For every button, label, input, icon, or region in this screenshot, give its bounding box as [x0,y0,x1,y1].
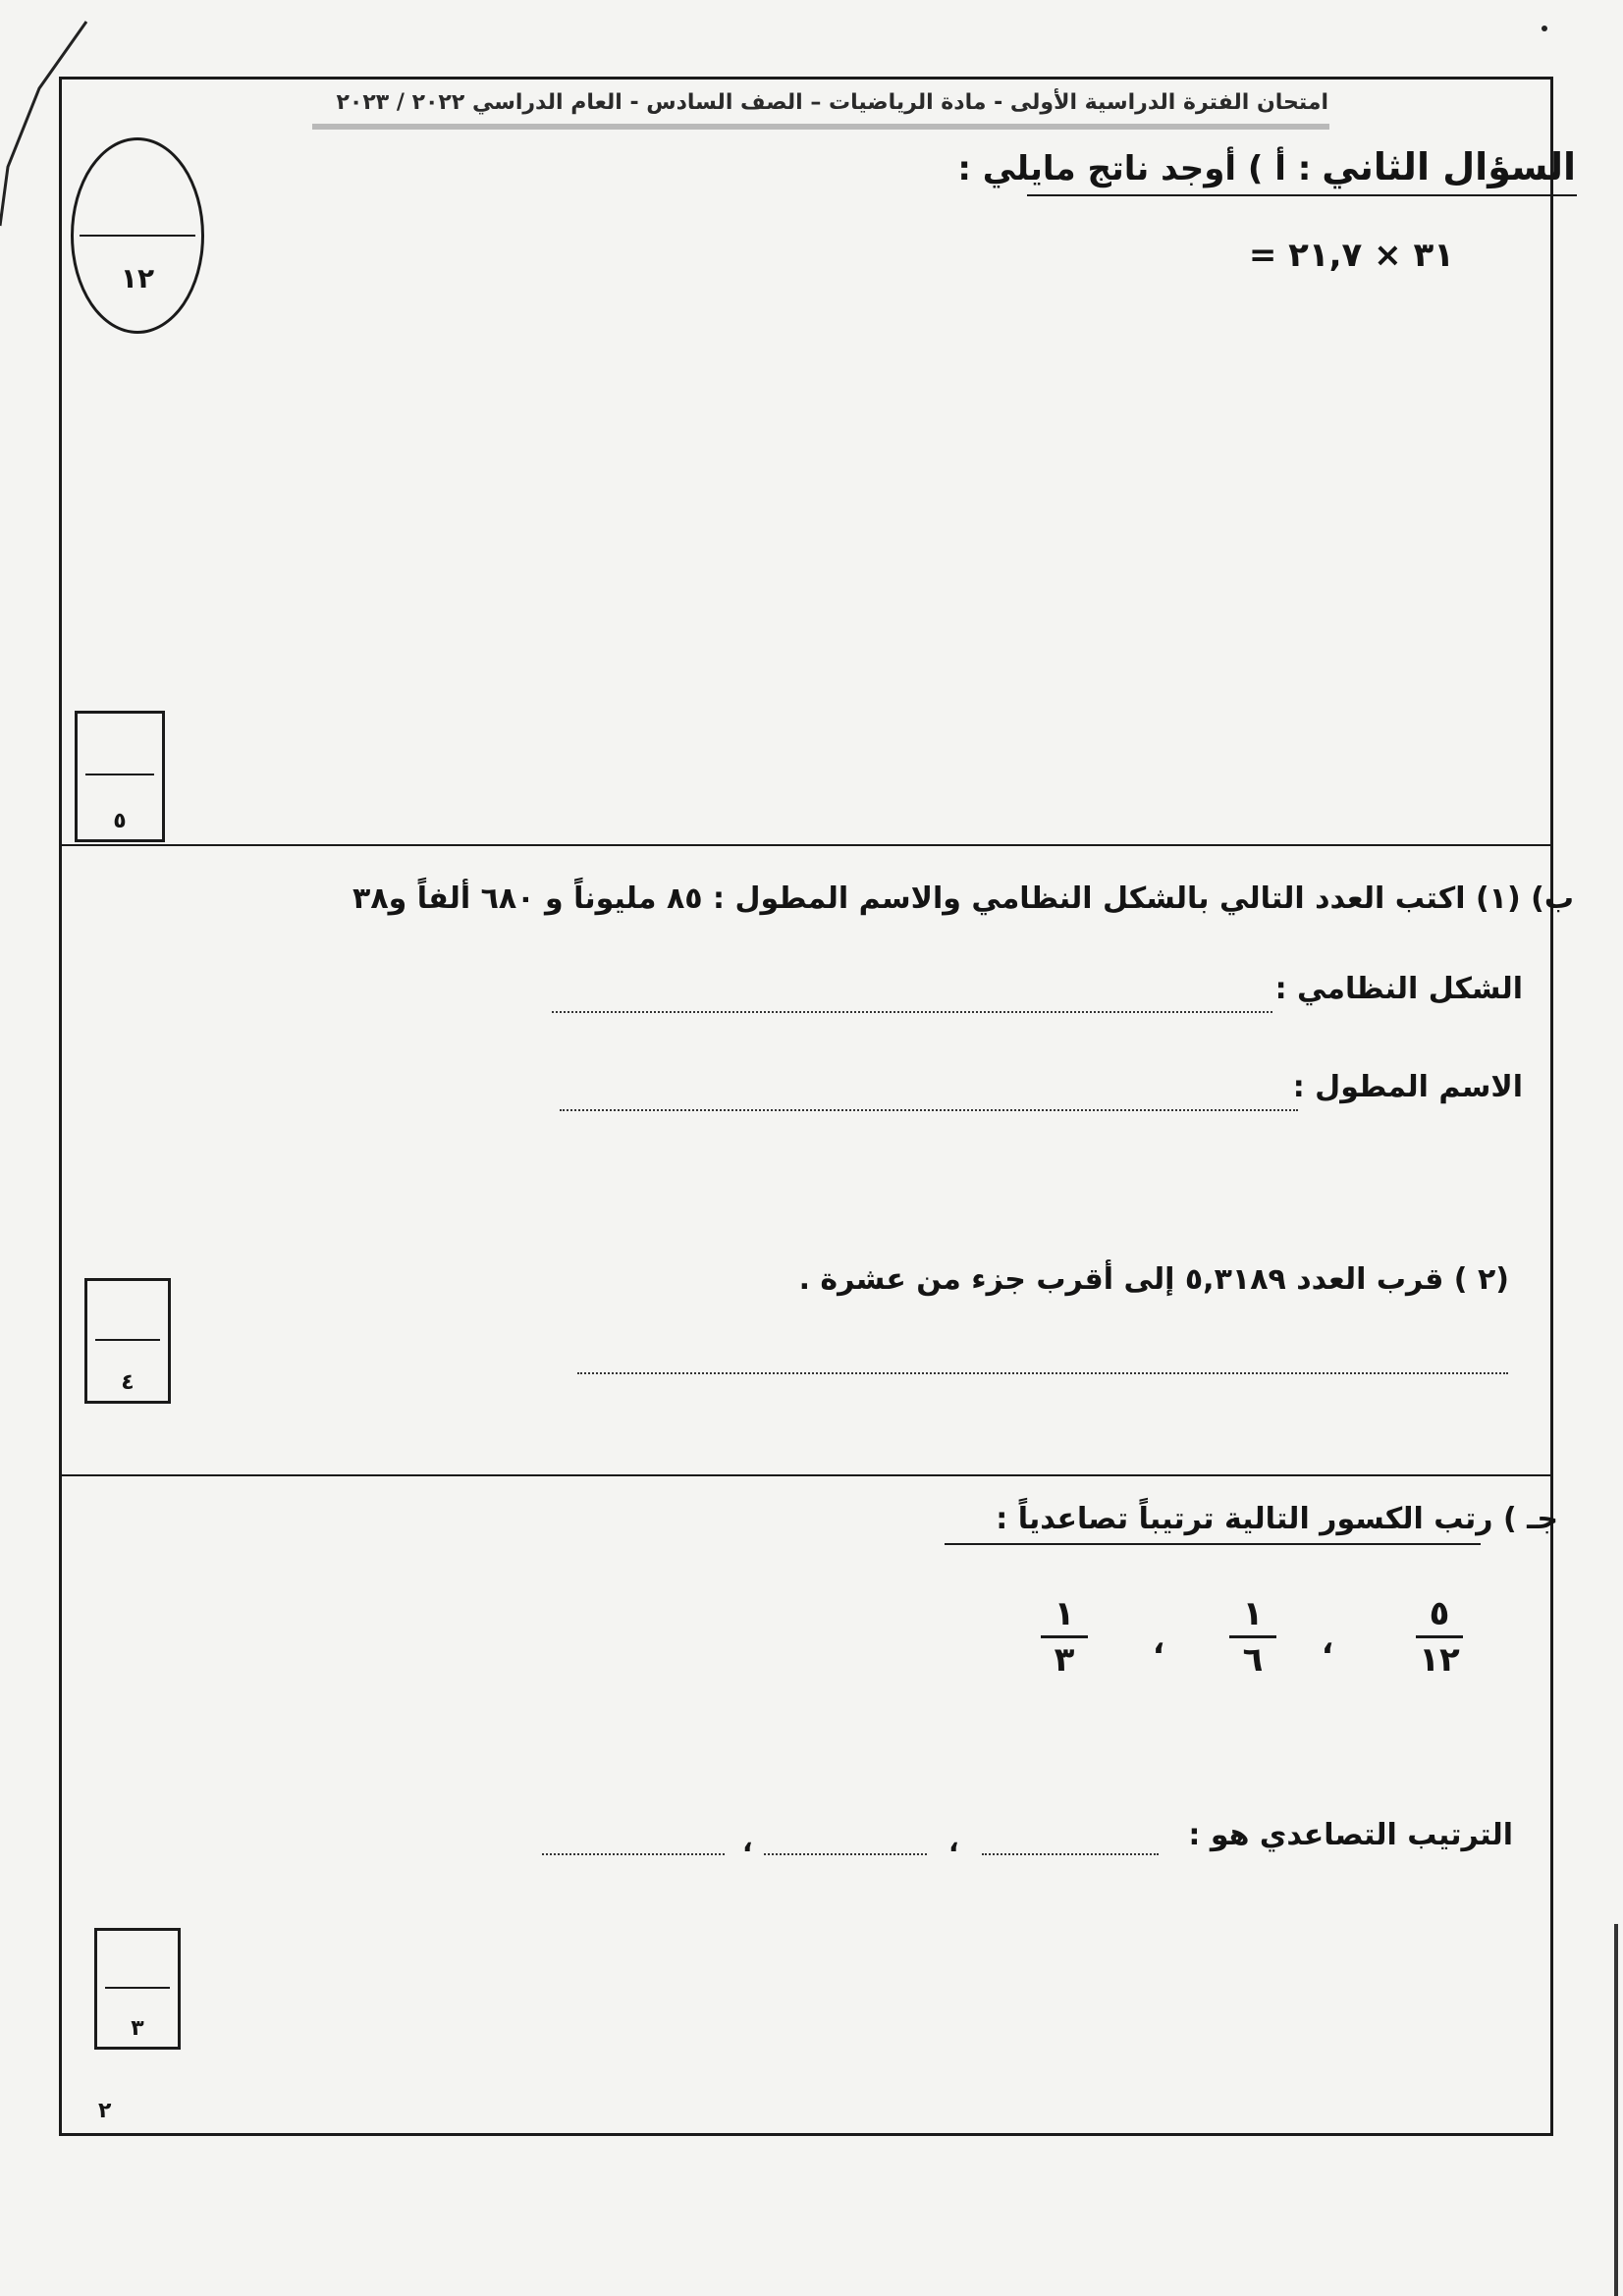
title-underline [1027,194,1577,196]
fraction-3-numerator: ١ [1054,1594,1075,1633]
section-divider-a [61,844,1551,846]
ascending-order-label: الترتيب التصاعدي هو : [1188,1818,1513,1852]
order-separator-1: ، [948,1826,959,1858]
fraction-2-numerator: ١ [1242,1594,1264,1633]
part-c-label: جـ ) رتب الكسور التالية ترتيباً تصاعدياً : [996,1502,1558,1536]
part-b-item2-prompt: (٢ ) قرب العدد ٥,٣١٨٩ إلى أقرب جزء من عشرة . [798,1262,1509,1297]
part-a-label: : أ ) أوجد ناتج مايلي : [957,149,1312,188]
exam-header: امتحان الفترة الدراسية الأولى - مادة الرياضيات – الصف السادس - العام الدراسي ٢٠٢٢ / ٢٠٢٣ [336,90,1328,115]
fraction-1-denominator: ١٢ [1419,1640,1460,1680]
part-c-score-box [94,1928,181,2050]
part-a-score: ٥ [113,809,127,833]
standard-form-label: الشكل النظامي : [1274,972,1523,1006]
part-a-work-area[interactable] [79,285,1532,834]
order-separator-2: ، [742,1826,753,1858]
part-b-score-box [84,1278,171,1404]
fraction-1-numerator: ٥ [1429,1594,1450,1633]
part-a-expression: = ٣١ × ٢١,٧ [1248,236,1454,275]
expanded-name-answer[interactable] [560,1109,1298,1111]
fraction-2-denominator: ٦ [1242,1640,1264,1680]
fraction-1 [1410,1594,1469,1680]
fraction-3 [1035,1594,1094,1680]
expanded-name-label: الاسم المطول : [1292,1070,1523,1104]
section-divider-b [61,1474,1551,1476]
fraction-separator-2: ، [1153,1624,1165,1661]
speck [1542,26,1547,31]
order-answer-2[interactable] [764,1853,927,1855]
part-c-underline [945,1543,1481,1545]
header-underline [312,124,1329,130]
fraction-3-denominator: ٣ [1054,1640,1075,1680]
question-title-line [957,145,1576,188]
fraction-separator-1: ، [1322,1624,1334,1661]
part-c-score: ٣ [131,2016,144,2041]
order-answer-1[interactable] [982,1853,1159,1855]
part-b-score: ٤ [121,1370,135,1395]
total-score-max: ١٢ [120,262,155,294]
question-title: السؤال الثاني [1322,145,1576,188]
rounding-answer[interactable] [577,1372,1508,1374]
part-b-item1-prompt: ب) (١) اكتب العدد التالي بالشكل النظامي والاسم المطول : ٨٥ مليوناً و ٦٨٠ ألفاً و٣٨ [352,881,1574,916]
standard-form-answer[interactable] [552,1011,1272,1013]
fraction-2 [1223,1594,1282,1680]
score-divider [80,235,195,237]
order-answer-3[interactable] [542,1853,725,1855]
part-a-score-box [75,711,165,842]
page-number: ٢ [98,2099,112,2123]
scan-edge-right [1614,1924,1618,2296]
